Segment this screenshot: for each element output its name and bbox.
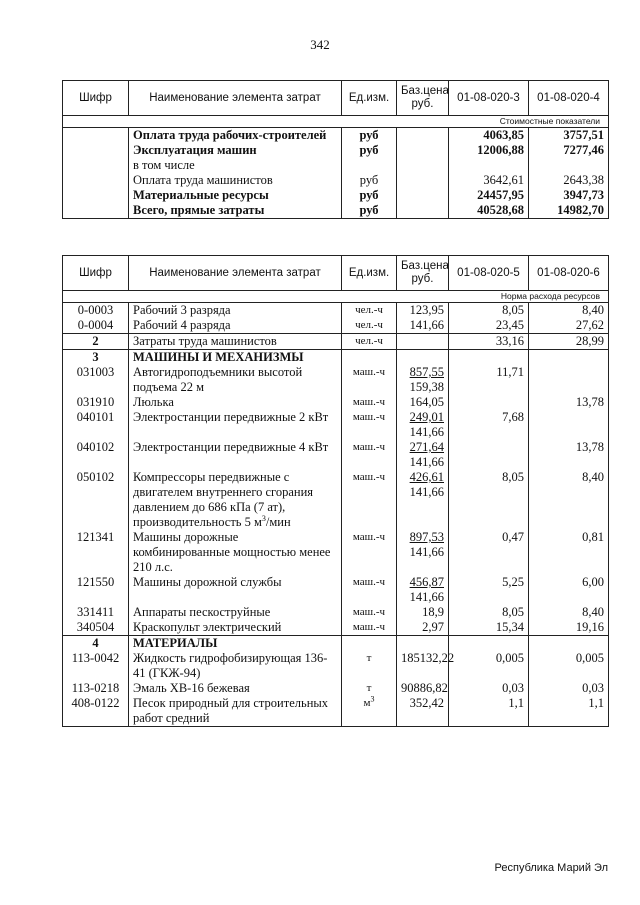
cell-price-primary: 90886,82: [401, 681, 448, 695]
cell-name: [129, 636, 342, 652]
cell-value-1: [449, 158, 529, 173]
cell-name-text: Рабочий 3 разряда: [133, 303, 231, 317]
table-row: [63, 410, 609, 440]
table-row: [63, 188, 609, 203]
cell-value-1: 12006,88: [449, 143, 529, 158]
cell-code: [63, 158, 129, 173]
cell-unit: [342, 636, 397, 652]
cell-base-price: [397, 651, 455, 681]
cell-code: 031910: [63, 395, 129, 410]
cell-name-text: Электростанции передвижные 4 кВт: [133, 440, 329, 454]
cell-value-2: 7277,46: [529, 143, 609, 158]
resource-norms-table: [62, 255, 609, 727]
table-row: [63, 575, 609, 605]
cell-unit: [342, 620, 397, 636]
cell-name: [129, 605, 342, 620]
cell-value-2: 3757,51: [529, 128, 609, 144]
cell-price-primary: 352,42: [409, 696, 444, 710]
cell-name-text: Жидкость гидрофобизирующая 136-41 (ГКЖ-94): [133, 651, 328, 680]
cell-name-text: Затраты труда машинистов: [133, 334, 277, 348]
table-row: [63, 350, 609, 366]
cell-value-1: 7,68: [449, 410, 529, 440]
cell-code: 3: [63, 350, 129, 366]
cell-price-primary: 2,97: [422, 620, 444, 634]
cell-base-price: [397, 696, 449, 727]
cell-name-text: Эмаль ХВ-16 бежевая: [133, 681, 250, 695]
cell-value-2: [529, 350, 609, 366]
cell-value-2: 27,62: [529, 318, 609, 334]
header-name: Наименование элемента затрат: [129, 81, 342, 116]
cell-value-1: 0,005: [449, 651, 529, 681]
footer-region: Республика Марий Эл: [494, 862, 608, 874]
cell-name-text: МАТЕРИАЛЫ: [133, 636, 218, 650]
cell-value-2: 0,005: [529, 651, 609, 681]
cell-name: Эксплуатация машин: [129, 143, 342, 158]
table-row: [63, 318, 609, 334]
cell-value-1: 40528,68: [449, 203, 529, 219]
header-col1: 01-08-020-3: [449, 81, 529, 116]
cell-unit: руб: [342, 203, 397, 219]
cell-unit: [342, 334, 397, 350]
cell-name: [129, 440, 342, 470]
cell-name: [129, 530, 342, 575]
cell-unit: руб: [342, 188, 397, 203]
cell-unit-text: чел.-ч: [355, 335, 383, 347]
cell-name: Оплата труда рабочих-строителей: [129, 128, 342, 144]
table-row: [63, 203, 609, 219]
cell-unit: [342, 681, 397, 696]
cell-code: 121550: [63, 575, 129, 605]
cell-base-price: [397, 158, 449, 173]
cell-name-text: Компрессоры передвижные с двигателем внутреннего сгорания давлением до 686 кПа (7 ат), производительность 5 м: [133, 470, 314, 529]
cell-unit: [342, 158, 397, 173]
cell-value-1: 3642,61: [449, 173, 529, 188]
cell-base-price: [397, 128, 449, 144]
cell-name-text: Машины дорожные комбинированные мощностью менее 210 л.с.: [133, 530, 331, 574]
cell-unit: [342, 696, 397, 727]
cell-base-price: [397, 350, 449, 366]
cell-value-2: 0,81: [529, 530, 609, 575]
cell-value-1: 4063,85: [449, 128, 529, 144]
header-name: Наименование элемента затрат: [129, 256, 342, 291]
header-col2: 01-08-020-6: [529, 256, 609, 291]
table-row: [63, 143, 609, 158]
cell-unit-text: м: [363, 697, 371, 709]
subheader-label: Норма расхода ресурсов: [63, 291, 609, 303]
cell-name-superscript: 3: [261, 513, 266, 523]
table-row: [63, 605, 609, 620]
header-unit: Ед.изм.: [342, 256, 397, 291]
cell-name: [129, 696, 342, 727]
cell-base-price: [397, 575, 449, 605]
cell-unit-text: маш.-ч: [352, 471, 386, 483]
cell-name: [129, 470, 342, 530]
cell-name-text: Люлька: [133, 395, 174, 409]
cell-unit: руб: [342, 173, 397, 188]
cell-name-text: Машины дорожной службы: [133, 575, 282, 589]
cell-name: [129, 318, 342, 334]
table-row: [63, 395, 609, 410]
cell-unit-text: чел.-ч: [355, 304, 383, 316]
cell-unit: руб: [342, 143, 397, 158]
cell-value-1: 8,05: [449, 605, 529, 620]
cell-value-2: 3947,73: [529, 188, 609, 203]
cell-price-secondary: 141,66: [409, 485, 444, 499]
cell-value-2: 28,99: [529, 334, 609, 350]
table-header-row: [63, 256, 609, 291]
cell-value-2: 8,40: [529, 605, 609, 620]
cell-name: [129, 334, 342, 350]
cell-base-price: [397, 365, 449, 395]
cell-unit: [342, 605, 397, 620]
table-row: [63, 530, 609, 575]
table-row: [63, 334, 609, 350]
cell-unit-text: маш.-ч: [352, 576, 386, 588]
cell-unit-text: т: [366, 682, 372, 694]
cell-price-secondary: 141,66: [409, 455, 444, 469]
cell-price-primary: 123,95: [409, 303, 444, 317]
header-col1: 01-08-020-5: [449, 256, 529, 291]
cell-price-primary: 857,55: [409, 365, 444, 379]
cell-unit-text: маш.-ч: [352, 396, 386, 408]
cell-name-text: Рабочий 4 разряда: [133, 318, 231, 332]
header-base-price: Баз.цена руб.: [397, 256, 449, 291]
cell-value-1: 0,47: [449, 530, 529, 575]
subheader-label: Стоимостные показатели: [63, 116, 609, 128]
cell-name-text: МАШИНЫ И МЕХАНИЗМЫ: [133, 350, 304, 364]
cell-unit: [342, 410, 397, 440]
cell-name: [129, 575, 342, 605]
cell-name: [129, 620, 342, 636]
cell-base-price: [397, 303, 449, 319]
header-unit: Ед.изм.: [342, 81, 397, 116]
cell-unit-text: маш.-ч: [352, 606, 386, 618]
cell-unit-text: маш.-ч: [352, 441, 386, 453]
cell-value-1: 24457,95: [449, 188, 529, 203]
cell-value-1: 0,03: [449, 681, 529, 696]
cell-value-2: [529, 365, 609, 395]
cell-base-price: [397, 470, 449, 530]
cell-base-price: [397, 410, 449, 440]
header-code: Шифр: [63, 256, 129, 291]
table-row: [63, 681, 609, 696]
cell-value-1: 11,71: [449, 365, 529, 395]
cell-value-2: 14982,70: [529, 203, 609, 219]
cell-name: [129, 410, 342, 440]
cell-unit: [342, 530, 397, 575]
cell-code: 040101: [63, 410, 129, 440]
cell-name: [129, 365, 342, 395]
cell-name: [129, 395, 342, 410]
table-row: [63, 696, 609, 727]
cell-unit: [342, 395, 397, 410]
cell-value-1: 23,45: [449, 318, 529, 334]
cell-value-2: 1,1: [529, 696, 609, 727]
cell-name: [129, 651, 342, 681]
cell-code: [63, 173, 129, 188]
cell-unit-text: маш.-ч: [352, 411, 386, 423]
cell-name: Оплата труда машинистов: [129, 173, 342, 188]
cell-price-primary: 456,87: [409, 575, 444, 589]
cell-base-price: [397, 318, 449, 334]
cell-value-1: 15,34: [449, 620, 529, 636]
cell-price-primary: 185132,22: [401, 651, 455, 665]
cell-name-text: Песок природный для строительных работ средний: [133, 696, 329, 725]
cell-unit: [342, 350, 397, 366]
cell-value-1: 5,25: [449, 575, 529, 605]
cell-code: 331411: [63, 605, 129, 620]
cell-unit-text: чел.-ч: [355, 319, 383, 331]
cell-price-primary: 271,64: [409, 440, 444, 454]
cell-code: 0-0004: [63, 318, 129, 334]
cell-base-price: [397, 173, 449, 188]
cell-unit: [342, 651, 397, 681]
cell-price-secondary: 159,38: [409, 380, 444, 394]
cell-code: 040102: [63, 440, 129, 470]
cell-code: 408-0122: [63, 696, 129, 727]
table-row: [63, 636, 609, 652]
table-row: [63, 620, 609, 636]
table-row: [63, 128, 609, 144]
table-row: [63, 365, 609, 395]
cell-code: 113-0042: [63, 651, 129, 681]
cell-price-primary: 18,9: [422, 605, 444, 619]
table-row: [63, 158, 609, 173]
subheader-row: [63, 291, 609, 303]
cell-value-2: 19,16: [529, 620, 609, 636]
cell-code: 0-0003: [63, 303, 129, 319]
cell-unit-text: т: [366, 652, 372, 664]
header-code: Шифр: [63, 81, 129, 116]
cell-name: Всего, прямые затраты: [129, 203, 342, 219]
cell-unit: руб: [342, 128, 397, 144]
cell-base-price: [397, 636, 449, 652]
table-row: [63, 173, 609, 188]
cell-base-price: [397, 143, 449, 158]
table-row: [63, 440, 609, 470]
cell-name-text: Автогидроподъемники высотой подъема 22 м: [133, 365, 303, 394]
cell-code: [63, 203, 129, 219]
cell-base-price: [397, 620, 449, 636]
table-row: [63, 651, 609, 681]
cell-name-tail: /мин: [265, 515, 291, 529]
cell-name: в том числе: [129, 158, 342, 173]
cell-code: [63, 128, 129, 144]
cell-unit-text: маш.-ч: [352, 531, 386, 543]
cell-value-1: [449, 440, 529, 470]
cell-code: 340504: [63, 620, 129, 636]
cell-name-text: Электростанции передвижные 2 кВт: [133, 410, 329, 424]
cost-indicators-table: [62, 80, 609, 219]
cell-name-text: Аппараты пескоструйные: [133, 605, 271, 619]
cell-unit-text: маш.-ч: [352, 366, 386, 378]
cell-unit: [342, 575, 397, 605]
cell-value-2: 6,00: [529, 575, 609, 605]
cell-value-1: 33,16: [449, 334, 529, 350]
cell-name: Материальные ресурсы: [129, 188, 342, 203]
cell-value-2: 8,40: [529, 470, 609, 530]
cell-code: [63, 188, 129, 203]
cell-value-1: [449, 395, 529, 410]
table-header-row: [63, 81, 609, 116]
cell-base-price: [397, 203, 449, 219]
cell-value-1: 8,05: [449, 303, 529, 319]
cell-value-2: 2643,38: [529, 173, 609, 188]
cell-value-2: 13,78: [529, 440, 609, 470]
cell-value-1: [449, 636, 529, 652]
page-number: 342: [310, 37, 330, 52]
cell-value-2: 0,03: [529, 681, 609, 696]
cell-unit: [342, 365, 397, 395]
cell-value-1: [449, 350, 529, 366]
cell-value-2: [529, 636, 609, 652]
cell-code: 113-0218: [63, 681, 129, 696]
cell-price-secondary: 141,66: [409, 545, 444, 559]
cell-unit: [342, 470, 397, 530]
cell-base-price: [397, 440, 449, 470]
cell-unit-text: маш.-ч: [352, 621, 386, 633]
cell-price-primary: 249,01: [409, 410, 444, 424]
cell-value-1: 1,1: [449, 696, 529, 727]
cell-unit-superscript: 3: [370, 694, 375, 704]
cell-price-primary: 141,66: [409, 318, 444, 332]
cell-unit: [342, 303, 397, 319]
cell-name-text: Краскопульт электрический: [133, 620, 282, 634]
cell-price-secondary: 141,66: [409, 425, 444, 439]
cell-base-price: [397, 605, 449, 620]
cell-unit: [342, 440, 397, 470]
cell-base-price: [397, 334, 449, 350]
cell-price-primary: 897,53: [409, 530, 444, 544]
cell-value-2: 13,78: [529, 395, 609, 410]
cell-name: [129, 681, 342, 696]
cell-code: 2: [63, 334, 129, 350]
cell-price-secondary: 141,66: [409, 590, 444, 604]
cell-value-2: [529, 158, 609, 173]
cell-base-price: [397, 395, 449, 410]
cell-base-price: [397, 188, 449, 203]
cell-base-price: [397, 681, 449, 696]
cell-code: [63, 143, 129, 158]
cell-value-2: [529, 410, 609, 440]
cell-code: 050102: [63, 470, 129, 530]
cell-base-price: [397, 530, 449, 575]
cell-name: [129, 350, 342, 366]
header-base-price: Баз.цена руб.: [397, 81, 449, 116]
cell-code: 4: [63, 636, 129, 652]
subheader-row: [63, 116, 609, 128]
cell-price-primary: 426,61: [409, 470, 444, 484]
cell-unit: [342, 318, 397, 334]
cell-value-2: 8,40: [529, 303, 609, 319]
header-col2: 01-08-020-4: [529, 81, 609, 116]
cell-code: 121341: [63, 530, 129, 575]
cell-price-primary: 164,05: [409, 395, 444, 409]
cell-code: 031003: [63, 365, 129, 395]
cell-value-1: 8,05: [449, 470, 529, 530]
table-row: [63, 303, 609, 319]
table-row: [63, 470, 609, 530]
cell-name: [129, 303, 342, 319]
